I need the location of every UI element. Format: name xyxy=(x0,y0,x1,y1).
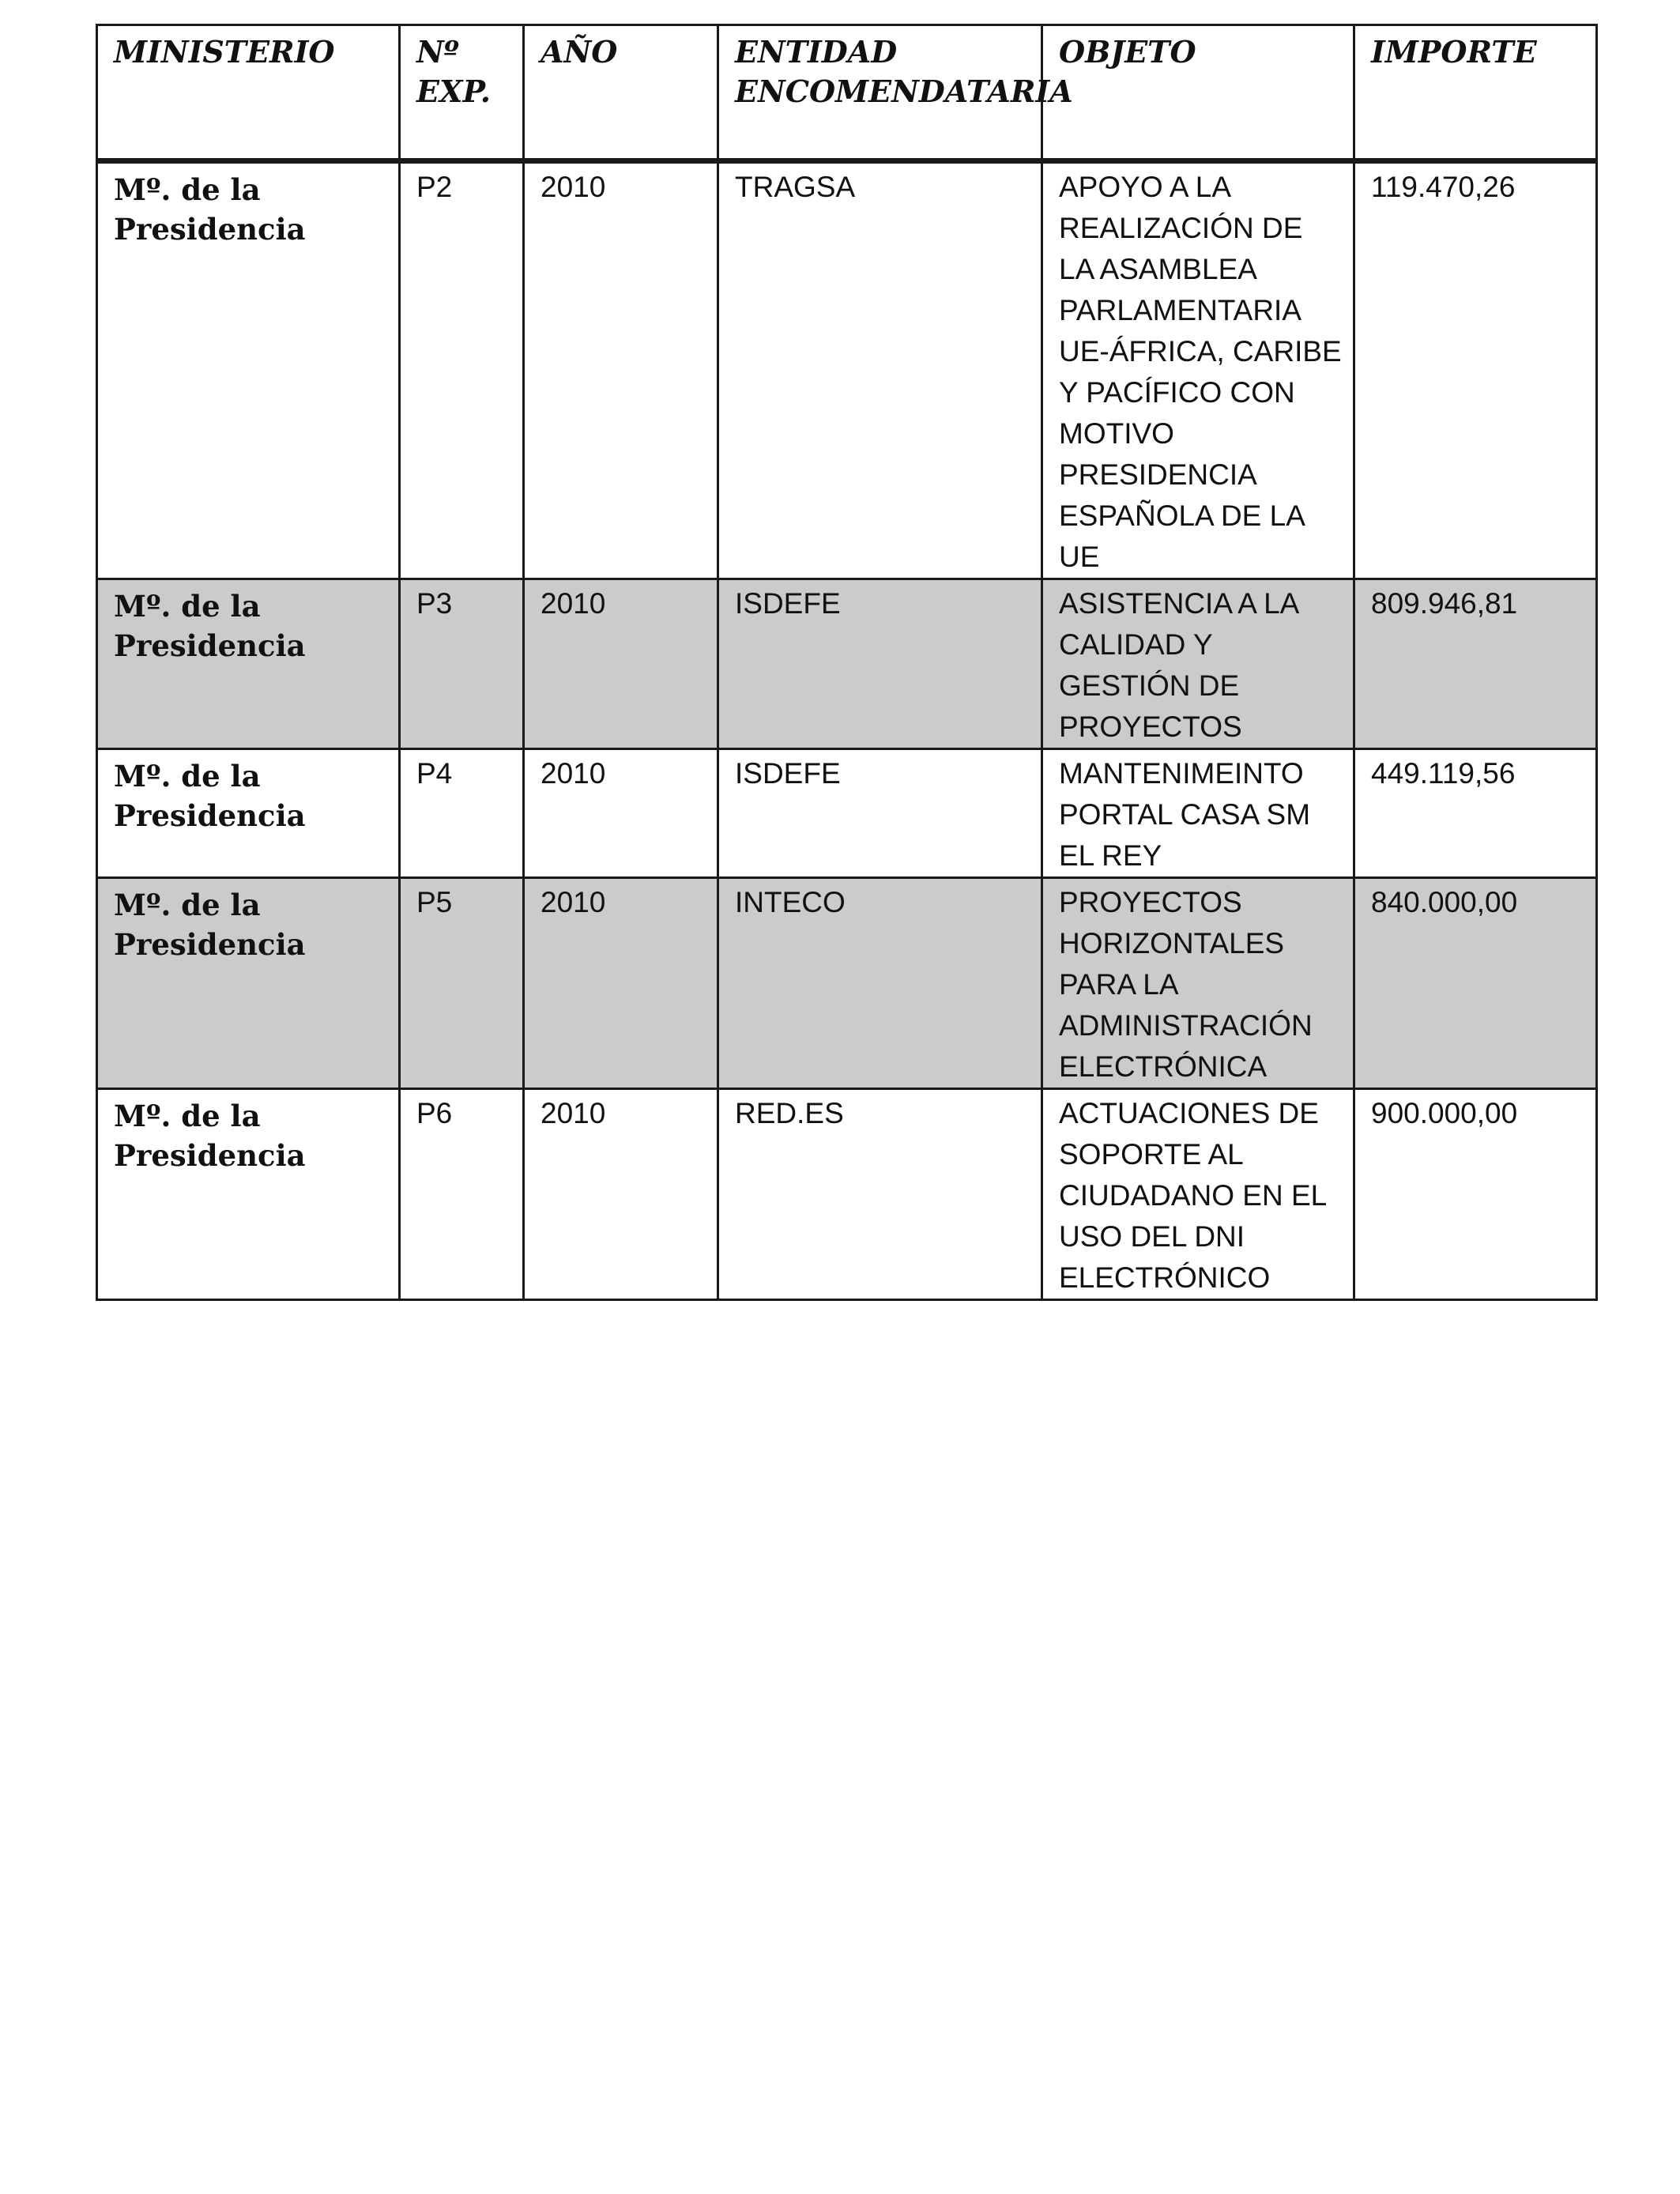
cell-importe: 840.000,00 xyxy=(1354,878,1597,1089)
header-row xyxy=(97,25,1597,161)
encomiendas-table xyxy=(96,24,1598,1301)
cell-entidad: RED.ES xyxy=(718,1089,1042,1300)
cell-importe: 119.470,26 xyxy=(1354,161,1597,579)
header-ministerio: MINISTERIO xyxy=(97,25,400,161)
cell-objeto: ASISTENCIA A LA CALIDAD Y GESTIÓN DE PROYECTOS xyxy=(1042,579,1354,749)
header-exp: Nº EXP. xyxy=(400,25,524,161)
table-body xyxy=(97,161,1597,1300)
cell-ministerio: Mº. de la Presidencia xyxy=(97,749,400,878)
cell-entidad: INTECO xyxy=(718,878,1042,1089)
cell-importe: 449.119,56 xyxy=(1354,749,1597,878)
cell-exp: P6 xyxy=(400,1089,524,1300)
cell-exp: P4 xyxy=(400,749,524,878)
cell-anio: 2010 xyxy=(524,161,718,579)
cell-ministerio: Mº. de la Presidencia xyxy=(97,1089,400,1300)
header-importe: IMPORTE xyxy=(1354,25,1597,161)
table-row xyxy=(97,161,1597,579)
cell-anio: 2010 xyxy=(524,749,718,878)
cell-entidad: ISDEFE xyxy=(718,749,1042,878)
cell-exp: P5 xyxy=(400,878,524,1089)
table-row xyxy=(97,579,1597,749)
cell-objeto: PROYECTOS HORIZONTALES PARA LA ADMINISTRACIÓN ELECTRÓNICA xyxy=(1042,878,1354,1089)
cell-importe: 900.000,00 xyxy=(1354,1089,1597,1300)
cell-exp: P2 xyxy=(400,161,524,579)
cell-entidad: ISDEFE xyxy=(718,579,1042,749)
cell-objeto: MANTENIMEINTO PORTAL CASA SM EL REY xyxy=(1042,749,1354,878)
cell-anio: 2010 xyxy=(524,1089,718,1300)
header-entidad: ENTIDAD ENCOMENDATARIA xyxy=(718,25,1042,161)
cell-anio: 2010 xyxy=(524,579,718,749)
cell-ministerio: Mº. de la Presidencia xyxy=(97,161,400,579)
table-row xyxy=(97,1089,1597,1300)
cell-importe: 809.946,81 xyxy=(1354,579,1597,749)
table-header xyxy=(97,25,1597,161)
cell-exp: P3 xyxy=(400,579,524,749)
cell-entidad: TRAGSA xyxy=(718,161,1042,579)
cell-objeto: APOYO A LA REALIZACIÓN DE LA ASAMBLEA PARLAMENTARIA UE-ÁFRICA, CARIBE Y PACÍFICO CON MOTIVO PRESIDENCIA ESPAÑOLA DE LA UE xyxy=(1042,161,1354,579)
cell-ministerio: Mº. de la Presidencia xyxy=(97,878,400,1089)
header-objeto: OBJETO xyxy=(1042,25,1354,161)
cell-anio: 2010 xyxy=(524,878,718,1089)
cell-objeto: ACTUACIONES DE SOPORTE AL CIUDADANO EN EL USO DEL DNI ELECTRÓNICO xyxy=(1042,1089,1354,1300)
header-anio: AÑO xyxy=(524,25,718,161)
cell-ministerio: Mº. de la Presidencia xyxy=(97,579,400,749)
table-row xyxy=(97,749,1597,878)
table-row xyxy=(97,878,1597,1089)
